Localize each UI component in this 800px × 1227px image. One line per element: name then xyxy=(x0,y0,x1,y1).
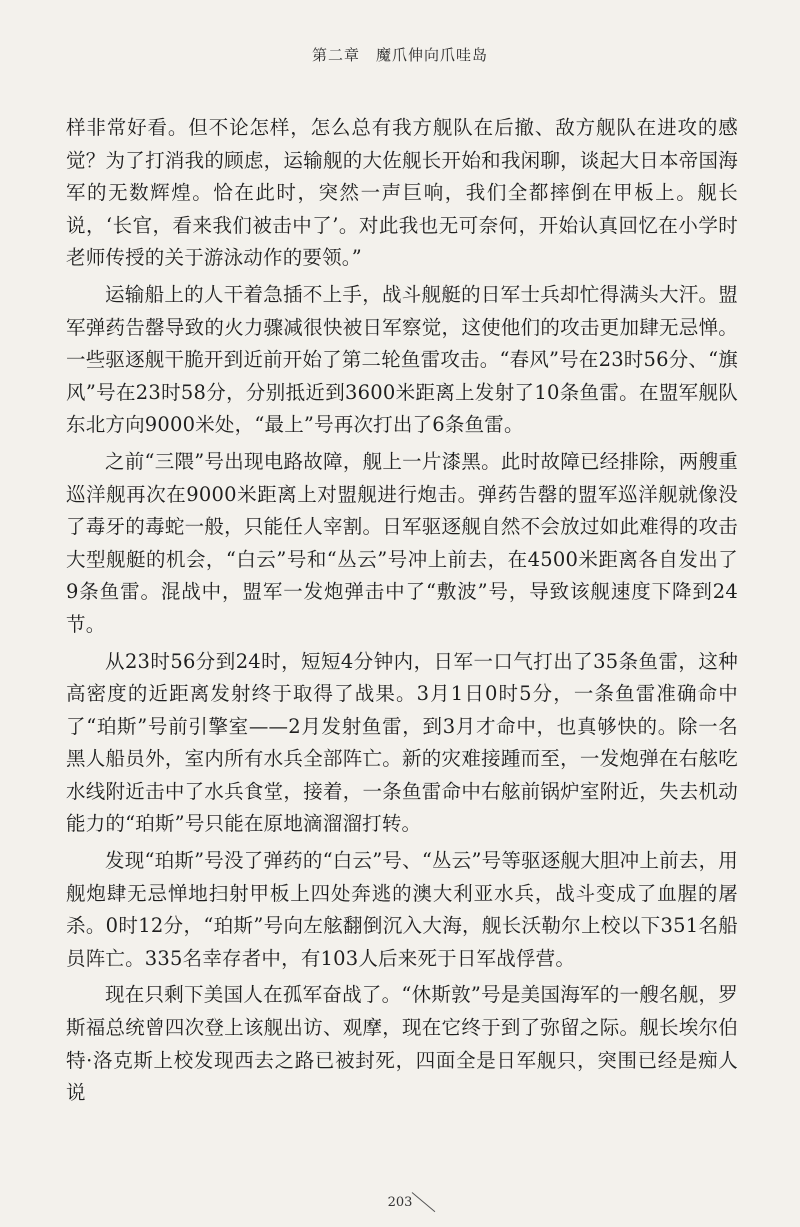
paragraph-continued: 样非常好看。但不论怎样，怎么总有我方舰队在后撤、敌方舰队在进攻的感觉？为了打消我的顾虑，运输舰的大佐舰长开始和我闲聊，谈起大日本帝国海军的无数辉煌。恰在此时，突然一声巨响，我们全都摔倒在甲板上。舰长说，‘长官，看来我们被击中了’。对此我也无可奈何，开始认真回忆在小学时老师传授的关于游泳动作的要领。” xyxy=(66,116,738,270)
paragraph: 发现“珀斯”号没了弹药的“白云”号、“丛云”号等驱逐舰大胆冲上前去，用舰炮肆无忌惮地扫射甲板上四处奔逃的澳大利亚水兵，战斗变成了血腥的屠杀。0时12分，“珀斯”号向左舷翻倒沉入大海，舰长沃勒尔上校以下351名船员阵亡。335名幸存者中，有103人后来死于日军战俘营。 xyxy=(66,849,738,970)
running-header: 第二章 魔爪伸向爪哇岛 xyxy=(311,46,488,64)
paragraph: 之前“三隈”号出现电路故障，舰上一片漆黑。此时故障已经排除，两艘重巡洋舰再次在9000米距离上对盟舰进行炮击。弹药告罄的盟军巡洋舰就像没了毒牙的毒蛇一般，只能任人宰割。日军驱逐舰自然不会放过如此难得的攻击大型舰艇的机会，“白云”号和“丛云”号冲上前去，在4500米距离各自发出了9条鱼雷。混战中，盟军一发炮弹击中了“敷波”号，导致该舰速度下降到24节。 xyxy=(66,449,738,636)
body-text xyxy=(66,112,738,1110)
paragraph: 现在只剩下美国人在孤军奋战了。“休斯敦”号是美国海军的一艘名舰，罗斯福总统曾四次登上该舰出访、观摩，现在它终于到了弥留之际。舰长埃尔伯特·洛克斯上校发现西去之路已被封死，四面全是日军舰只，突围已经是痴人说 xyxy=(66,983,738,1105)
page-number: 203 xyxy=(387,1195,413,1210)
paragraph: 运输船上的人干着急插不上手，战斗舰艇的日军士兵却忙得满头大汗。盟军弹药告罄导致的火力骤减很快被日军察觉，这使他们的攻击更加肆无忌惮。一些驱逐舰干脆开到近前开始了第二轮鱼雷攻击。“春风”号在23时56分、“旗风”号在23时58分，分别抵近到3600米距离上发射了10条鱼雷。在盟军舰队东北方向9000米处，“最上”号再次打出了6条鱼雷。 xyxy=(66,282,738,437)
paragraph: 从23时56分到24时，短短4分钟内，日军一口气打出了35条鱼雷，这种高密度的近距离发射终于取得了战果。3月1日0时5分，一条鱼雷准确命中了“珀斯”号前引擎室——2月发射鱼雷，到3月才命中，也真够快的。除一名黑人船员外，室内所有水兵全部阵亡。新的灾难接踵而至，一发炮弹在右舷吃水线附近击中了水兵食堂，接着，一条鱼雷命中右舷前锅炉室附近，失去机动能力的“珀斯”号只能在原地滴溜溜打转。 xyxy=(66,649,738,836)
